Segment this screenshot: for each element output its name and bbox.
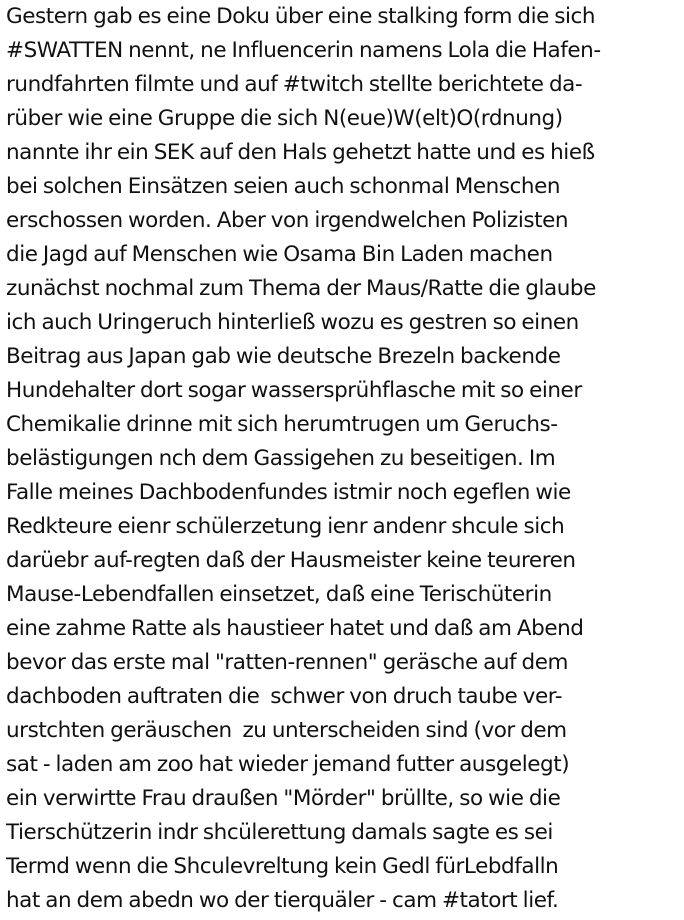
- text-line: ein verwirtte Frau draußen "Mörder" brüllte, so wie die: [6, 786, 561, 811]
- text-line: Falle meines Dachbodenfundes istmir noch egeflen wie: [6, 480, 571, 505]
- text-line: rundfahrten filmte und auf #twitch stellte berichtete da-: [6, 72, 583, 97]
- text-line: bei solchen Einsätzen seien auch schonmal Menschen: [6, 174, 561, 199]
- text-line: bevor das erste mal "ratten-rennen" geräsche auf dem: [6, 650, 568, 675]
- text-line: ich auch Uringeruch hinterließ wozu es gestren so einen: [6, 310, 579, 335]
- text-line: darüebr auf-regten daß der Hausmeister keine teureren: [6, 548, 576, 573]
- text-line: sat - laden am zoo hat wieder jemand futter ausgelegt): [6, 752, 570, 777]
- text-line: #SWATTEN nennt, ne Influencerin namens Lola die Hafen-: [6, 38, 601, 63]
- text-line: die Jagd auf Menschen wie Osama Bin Laden machen: [6, 242, 553, 267]
- document-text: [6, 0, 682, 918]
- text-line: Chemikalie drinne mit sich herumtrugen um Geruchs-: [6, 412, 558, 437]
- text-line: Beitrag aus Japan gab wie deutsche Brezeln backende: [6, 344, 561, 369]
- text-line: nannte ihr ein SEK auf den Hals gehetzt hatte und es hieß: [6, 140, 595, 165]
- text-line: erschossen worden. Aber von irgendwelchen Polizisten: [6, 208, 569, 233]
- text-line: Mause-Lebendfallen einsetzet, daß eine Terischüterin: [6, 582, 552, 607]
- text-line: Tierschützerin indr shcülerettung damals sagte es sei: [6, 820, 553, 845]
- text-line: hat an dem abedn wo der tierquäler - cam #tatort lief.: [6, 888, 559, 913]
- text-line: urstchten geräuschen zu unterscheiden sind (vor dem: [6, 718, 567, 743]
- text-line: rüber wie eine Gruppe die sich N(eue)W(elt)O(rdnung): [6, 106, 563, 131]
- text-line: zunächst nochmal zum Thema der Maus/Ratte die glaube: [6, 276, 596, 301]
- text-line: Redkteure eienr schülerzetung ienr andenr shcule sich: [6, 514, 565, 539]
- text-line: belästigungen nch dem Gassigehen zu beseitigen. Im: [6, 446, 556, 471]
- text-line: Termd wenn die Shculevreltung kein Gedl fürLebdfalln: [6, 854, 559, 879]
- text-line: Gestern gab es eine Doku über eine stalking form die sich: [6, 4, 596, 29]
- text-line: eine zahme Ratte als haustieer hatet und daß am Abend: [6, 616, 584, 641]
- text-line: dachboden auftraten die schwer von druch taube ver-: [6, 684, 563, 709]
- text-line: Hundehalter dort sogar wassersprühflasche mit so einer: [6, 378, 582, 403]
